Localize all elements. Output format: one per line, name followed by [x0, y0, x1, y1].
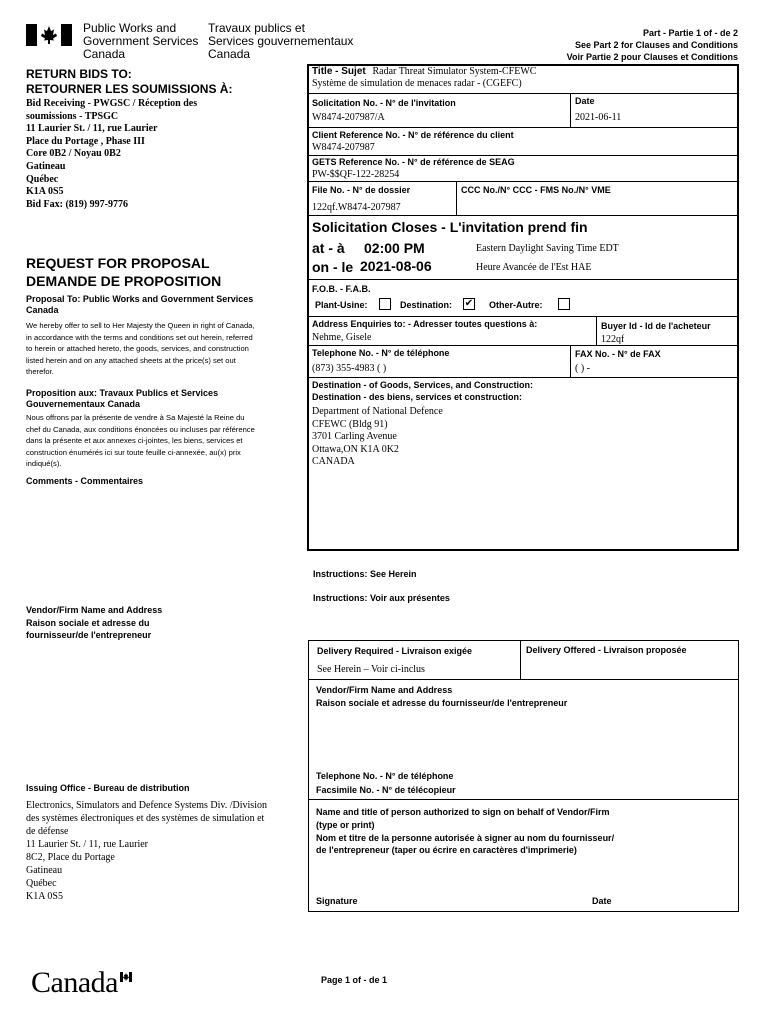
vendor-label-line: fournisseur/de l'entrepreneur — [26, 630, 152, 640]
rfp-title — [26, 254, 221, 290]
telephone-value: (873) 355-4983 ( ) — [312, 363, 387, 374]
return-bids-fr: RETOURNER LES SOUMISSIONS À: — [26, 82, 233, 96]
destination-line: CANADA — [312, 456, 355, 467]
address-line: Gatineau — [26, 160, 66, 172]
title-label: Title - Sujet — [312, 66, 366, 77]
issuing-line: 11 Laurier St. / 11, rue Laurier — [26, 839, 148, 850]
authorized-person-label — [316, 806, 614, 857]
check-icon: ✔ — [464, 298, 474, 309]
file-value: 122qf.W8474-207987 — [312, 202, 401, 213]
destination-line: Ottawa,ON K1A 0K2 — [312, 443, 399, 455]
issuing-line: des systèmes électroniques et des systèmes de simulation et — [26, 813, 265, 824]
client-ref-label: Client Reference No. - N° de référence du client — [312, 130, 514, 140]
return-bids-en: RETURN BIDS TO: — [26, 67, 132, 81]
proposal-to-fr: Proposition aux: Travaux Publics et Services Gouvernementaux Canada — [26, 388, 219, 409]
telephone-label: Telephone No. - N° de téléphone — [312, 348, 450, 358]
gets-value: PW-$$QF-122-28254 — [312, 169, 400, 180]
title-field — [312, 66, 732, 90]
fob-label: F.O.B. - F.A.B. — [312, 284, 371, 294]
issuing-line: Electronics, Simulators and Defence Systems Div. /Division — [26, 800, 267, 811]
canada-flag-logo — [26, 24, 72, 46]
canada-wordmark — [31, 966, 118, 1000]
see-part-fr: Voir Partie 2 pour Clauses et Conditions — [566, 52, 738, 62]
canada-wordmark-text: Canada — [31, 966, 118, 999]
vendor-facsimile-label: Facsimile No. - N° de télécopieur — [316, 785, 456, 795]
department-fr-line: Canada — [208, 47, 251, 61]
destination-goods-label-fr: Destination - des biens, services et construction: — [312, 392, 523, 402]
rfp-title-fr: DEMANDE DE PROPOSITION — [26, 273, 222, 289]
destination-line: CFEWC (Bldg 91) — [312, 418, 388, 430]
address-line: K1A 0S5 — [26, 186, 64, 198]
rfp-title-en: REQUEST FOR PROPOSAL — [26, 255, 210, 271]
authorized-line: Name and title of person authorized to sign on behalf of Vendor/Firm — [316, 807, 610, 817]
vendor-firm-left-label — [26, 604, 162, 642]
vendor-firm-label-fr: Raison sociale et adresse du fournisseur/de l'entrepreneur — [316, 698, 568, 708]
title-value-2: Système de simulation de menaces radar - (CGEFC) — [312, 78, 522, 89]
address-line: soumissions - TPSGC — [26, 110, 119, 122]
timezone-fr: Heure Avancée de l'Est HAE — [476, 262, 592, 273]
address-line: Place du Portage , Phase III — [26, 135, 145, 147]
department-en-line: Canada — [83, 47, 126, 61]
signature-date-label: Date — [592, 896, 612, 906]
department-name-fr — [208, 22, 353, 61]
destination-line: Department of National Defence — [312, 406, 443, 417]
buyer-id-value: 122qf — [601, 334, 625, 344]
department-fr-line: Services gouvernementaux — [208, 34, 354, 48]
delivery-offered-label: Delivery Offered - Livraison proposée — [526, 645, 687, 655]
address-line: Bid Receiving - PWGSC / Réception des — [26, 98, 198, 109]
offer-text-fr: Nous offrons par la présente de vendre à Sa Majesté la Reine du chef du Canada, aux conditions énoncées ou incluses par référence dans la présente et aux annexes ci-jointes, les biens, services et construction énumérés ici sur toute feuille ci-annexée, au(x) prix indiqué(s). — [26, 413, 255, 469]
vendor-label-line: Vendor/Firm Name and Address — [26, 605, 163, 615]
closing-time-value: 02:00 PM — [364, 240, 425, 256]
issuing-line: K1A 0S5 — [26, 891, 63, 902]
page-number: Page 1 of - de 1 — [321, 975, 388, 985]
part-line: Part - Partie 1 of - de 2 — [642, 28, 738, 38]
issuing-office-address — [26, 799, 306, 903]
other-checkbox[interactable] — [558, 298, 570, 310]
department-name-en — [83, 22, 198, 61]
timezone-en: Eastern Daylight Saving Time EDT — [476, 243, 619, 254]
solicitation-value: W8474-207987/A — [312, 112, 385, 123]
authorized-line: de l'entrepreneur (taper ou écrire en caractères d'imprimerie) — [316, 845, 577, 856]
other-label: Other-Autre: — [489, 300, 543, 310]
return-bids-address — [26, 98, 256, 211]
issuing-line: Gatineau — [26, 865, 63, 876]
address-enquiries-value: Nehme, Gisele — [312, 332, 372, 343]
instructions-fr: Instructions: Voir aux présentes — [313, 593, 450, 603]
address-line: 11 Laurier St. / 11, rue Laurier — [26, 123, 158, 135]
solicitation-closes-label: Solicitation Closes - L'invitation prend fin — [312, 219, 588, 235]
issuing-line: Québec — [26, 878, 57, 889]
at-label: at - à — [312, 240, 345, 256]
see-part-en: See Part 2 for Clauses and Conditions — [574, 40, 738, 50]
ccc-label: CCC No./N° CCC - FMS No./N° VME — [461, 185, 611, 195]
file-label: File No. - N° de dossier — [312, 185, 411, 195]
instructions-en: Instructions: See Herein — [313, 569, 417, 579]
vendor-label-line: Raison sociale et adresse du — [26, 617, 150, 628]
solicitation-label: Solicitation No. - N° de l'invitation — [312, 98, 456, 108]
wordmark-flag-icon — [120, 969, 132, 979]
issuing-office-label: Issuing Office - Bureau de distribution — [26, 783, 190, 793]
fax-label: FAX No. - N° de FAX — [575, 349, 661, 359]
address-enquiries-label: Address Enquiries to: - Adresser toutes questions à: — [312, 319, 538, 329]
authorized-line: Nom et titre de la personne autorisée à signer au nom du fournisseur/ — [316, 832, 615, 843]
comments-label: Comments - Commentaires — [26, 476, 144, 486]
address-line: Québec — [26, 173, 59, 185]
vendor-telephone-label: Telephone No. - N° de téléphone — [316, 771, 454, 781]
on-label: on - le — [312, 259, 354, 275]
issuing-line: 8C2, Place du Portage — [26, 852, 115, 863]
plant-label: Plant-Usine: — [315, 300, 368, 310]
authorized-line: (type or print) — [316, 819, 375, 830]
address-line: Core 0B2 / Noyau 0B2 — [26, 148, 121, 160]
signature-label: Signature — [316, 896, 358, 906]
delivery-required-label: Delivery Required - Livraison exigée — [317, 646, 473, 656]
bid-fax: Bid Fax: (819) 997-9776 — [26, 198, 128, 210]
plant-checkbox[interactable] — [379, 298, 391, 310]
destination-line: 3701 Carling Avenue — [312, 431, 397, 442]
department-en-line: Public Works and — [83, 21, 177, 35]
department-fr-line: Travaux publics et — [208, 21, 305, 35]
vendor-firm-label-en: Vendor/Firm Name and Address — [316, 685, 453, 695]
date-value: 2021-06-11 — [575, 112, 622, 123]
destination-checkbox[interactable] — [463, 298, 475, 310]
department-en-line: Government Services — [83, 34, 199, 48]
fax-value: ( ) - — [575, 363, 590, 374]
delivery-required-value: See Herein – Voir ci-inclus — [317, 664, 425, 675]
title-value-1: Radar Threat Simulator System-CFEWC — [372, 66, 537, 77]
client-ref-value: W8474-207987 — [312, 142, 375, 153]
destination-address — [312, 406, 443, 469]
buyer-id-label: Buyer Id - Id de l'acheteur — [601, 321, 711, 331]
return-bids-heading — [26, 67, 232, 97]
date-label: Date — [575, 96, 595, 106]
gets-label: GETS Reference No. - N° de référence de SEAG — [312, 157, 515, 167]
destination-goods-label-en: Destination - of Goods, Services, and Construction: — [312, 380, 534, 390]
proposal-to-en: Proposal To: Public Works and Government Services Canada — [26, 294, 254, 315]
closing-date-value: 2021-08-06 — [360, 258, 432, 274]
offer-text-en: We hereby offer to sell to Her Majesty the Queen in right of Canada, in accordance with the terms and conditions set out herein, referred to herein or attached hereto, the goods, services, and construction listed herein and on any attached sheets at the price(s) set out therefor. — [26, 321, 255, 377]
issuing-line: de défense — [26, 826, 69, 837]
destination-label: Destination: — [400, 300, 453, 310]
part-info — [567, 27, 738, 63]
